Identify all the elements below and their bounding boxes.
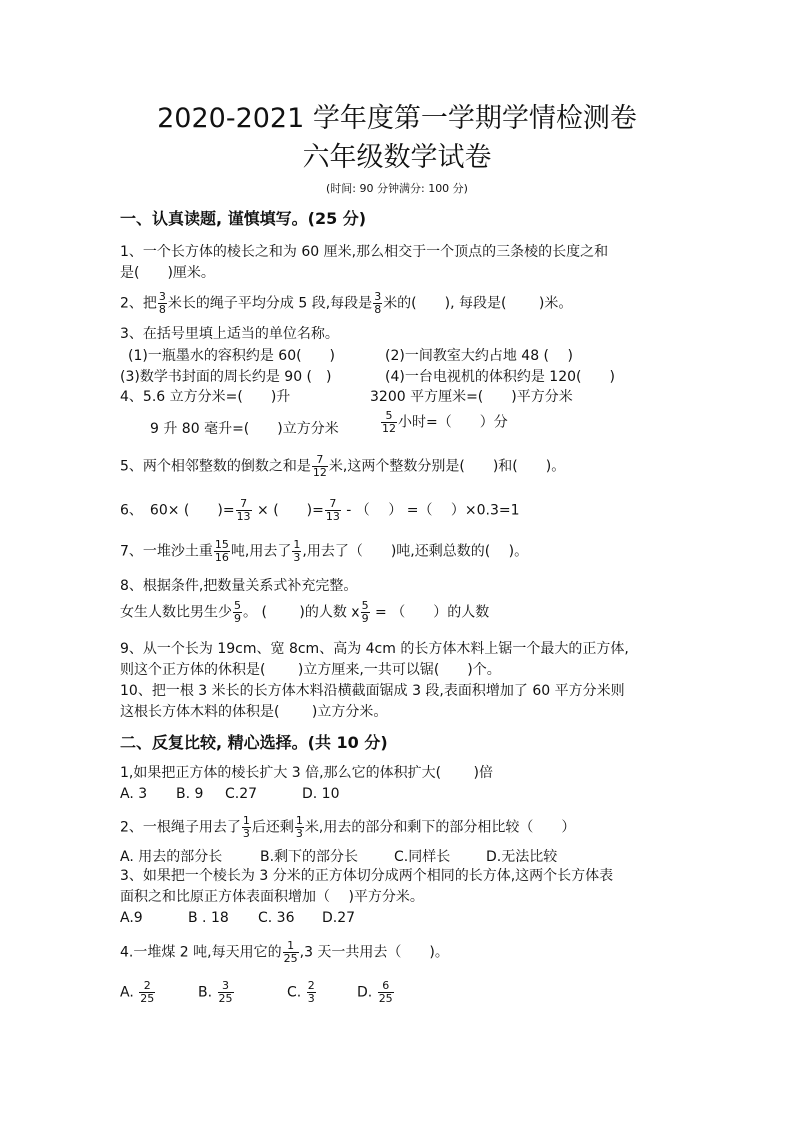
q6-text-c: - （ ） =（ ）×0.3=1 <box>341 502 520 519</box>
s2-q4-fraction <box>283 940 299 965</box>
q3-item-d: (4)一台电视机的体积约是 120( ) <box>385 369 615 385</box>
s2-q1-option-c: C.27 <box>225 786 258 802</box>
exam-subtitle: 六年级数学试卷 <box>302 142 492 173</box>
q2-text-a: 2、把 <box>120 295 157 312</box>
q7-f1-denominator: 16 <box>214 551 229 564</box>
q7-line <box>120 539 528 564</box>
q8-f1-numerator: 5 <box>234 599 241 612</box>
q3-item-a: (1)一瓶墨水的容积约是 60( ) <box>128 348 336 364</box>
s2-q2-option-d: D.无法比较 <box>486 849 558 865</box>
q5-f-denominator: 12 <box>312 466 327 479</box>
q7-fraction-2 <box>292 539 301 564</box>
exam-title: 2020-2021 学年度第一学期学情检测卷 <box>157 103 637 134</box>
s2-q4-option-b-label: B. <box>198 984 213 1001</box>
q6-f2-denominator: 13 <box>325 510 340 523</box>
q8-f2-denominator: 9 <box>361 612 369 625</box>
s2-q4-option-b-numerator: 3 <box>222 979 230 992</box>
q10-line2: 这根长方体木料的体积是( )立方分米。 <box>120 704 388 720</box>
s2-q2-f2-numerator: 1 <box>295 814 303 827</box>
s2-q4-option-b-fraction <box>218 980 234 1005</box>
q8-text-b: 。 ( )的人数 x <box>243 604 360 621</box>
s2-q3-line1: 3、如果把一个棱长为 3 分米的正方体切分成两个相同的长方体,这两个长方体表 <box>120 868 614 884</box>
s2-q4-option-b-denominator: 25 <box>218 992 233 1005</box>
q9-line2: 则这个正方体的休积是( )立方厘来,一共可以锯( )个。 <box>120 662 501 678</box>
exam-time-note: (时间: 90 分钟满分: 100 分) <box>326 182 468 195</box>
q4-item-a: 4、5.6 立方分米=( )升 <box>120 389 291 405</box>
q8-intro: 8、根据条件,把数量关系式补充完整。 <box>120 578 358 594</box>
q8-fraction-2 <box>361 600 370 625</box>
q7-f1-numerator: 15 <box>214 538 229 551</box>
s2-q2-f2-denominator: 3 <box>295 827 303 840</box>
section2-heading: 二、反复比较, 精心选择。(共 10 分) <box>120 733 388 752</box>
s2-q1-stem: 1,如果把正方体的棱长扩大 3 倍,那么它的体积扩大( )倍 <box>120 765 493 781</box>
q6-f1-denominator: 13 <box>236 510 251 523</box>
s2-q4-option-a <box>120 980 156 1005</box>
q4-f-denominator: 12 <box>382 422 396 435</box>
q2-f2-denominator: 8 <box>374 303 382 316</box>
s2-q4-text-a: 4.一堆煤 2 吨,每天用它的 <box>120 944 282 961</box>
q1-line2: 是( )厘米。 <box>120 265 215 281</box>
s2-q4-option-c-fraction <box>307 980 316 1005</box>
q2-f1-numerator: 3 <box>158 290 166 303</box>
s2-q2-text-b: 后还剩 <box>251 819 294 836</box>
s2-q3-option-d: D.27 <box>322 910 356 926</box>
q8-f2-numerator: 5 <box>361 599 369 612</box>
q5-line <box>120 454 565 479</box>
q6-text-b: × ( )= <box>252 502 324 519</box>
q5-text-a: 5、两个相邻整数的倒数之和是 <box>120 458 311 475</box>
s2-q4-option-c <box>287 980 317 1005</box>
q6-fraction-2 <box>325 498 341 523</box>
s2-q4-line <box>120 940 449 965</box>
s2-q4-option-d-fraction <box>378 980 394 1005</box>
q7-text-b: 吨,用去了 <box>230 543 292 560</box>
s2-q4-text-b: ,3 天一共用去（ )。 <box>299 944 449 961</box>
s2-q4-option-a-label: A. <box>120 984 134 1001</box>
s2-q2-option-c: C.同样长 <box>394 849 451 865</box>
s2-q4-option-c-denominator: 3 <box>307 992 315 1005</box>
q3-item-b: (2)一间教室大约占地 48 ( ) <box>385 348 573 364</box>
s2-q4-option-b <box>198 980 235 1005</box>
s2-q1-option-a: A. 3 <box>120 786 148 802</box>
s2-q1-option-b: B. 9 <box>176 786 204 802</box>
q8-text-c: = （ ）的人数 <box>370 604 490 621</box>
q7-fraction-1 <box>214 539 230 564</box>
q6-text-a: 6、 60× ( )= <box>120 502 235 519</box>
q6-f1-numerator: 7 <box>240 497 248 510</box>
s2-q4-option-a-denominator: 25 <box>140 992 155 1005</box>
q7-f2-numerator: 1 <box>293 538 301 551</box>
q7-f2-denominator: 3 <box>293 551 301 564</box>
q4-f-numerator: 5 <box>385 409 393 422</box>
s2-q2-option-b: B.剩下的部分长 <box>260 849 359 865</box>
q8-line <box>120 600 489 625</box>
s2-q2-line <box>120 815 575 840</box>
q8-f1-denominator: 9 <box>234 612 241 625</box>
q2-text-b: 米长的绳子平均分成 5 段,每段是 <box>167 295 373 312</box>
q2-f2-numerator: 3 <box>374 290 382 303</box>
q8-text-a: 女生人数比男生少 <box>120 604 232 621</box>
s2-q3-option-c: C. 36 <box>258 910 295 926</box>
s2-q4-option-a-fraction <box>139 980 155 1005</box>
q10-line1: 10、把一根 3 米长的长方体木料沿横截面锯成 3 段,表面积增加了 60 平方分米则 <box>120 683 625 699</box>
q7-text-a: 7、一堆沙土重 <box>120 543 213 560</box>
s2-q4-option-d-denominator: 25 <box>378 992 393 1005</box>
s2-q4-f-denominator: 25 <box>283 952 298 965</box>
q4-text-d: 小时=（ ）分 <box>398 414 508 431</box>
s2-q3-line2: 面积之和比原正方体表面积增加（ )平方分米。 <box>120 889 424 905</box>
q7-text-c: ,用去了（ )吨,还剩总数的( )。 <box>302 543 529 560</box>
q6-f2-numerator: 7 <box>329 497 337 510</box>
q2-line <box>120 291 572 316</box>
s2-q1-option-d: D. 10 <box>302 786 340 802</box>
q9-line1: 9、从一个长为 19cm、宽 8cm、高为 4cm 的长方体木料上锯一个最大的正方体, <box>120 641 629 657</box>
q3-intro: 3、在括号里填上适当的单位名称。 <box>120 326 339 342</box>
s2-q4-option-c-label: C. <box>287 984 302 1001</box>
q4-fraction <box>381 410 397 435</box>
s2-q2-f1-numerator: 1 <box>242 814 250 827</box>
s2-q2-fraction-2 <box>295 815 304 840</box>
q2-fraction-2 <box>373 291 382 316</box>
q8-fraction-1 <box>233 600 242 625</box>
q6-fraction-1 <box>236 498 252 523</box>
s2-q3-option-a: A.9 <box>120 910 143 926</box>
q3-item-c: (3)数学书封面的周长约是 90 ( ) <box>120 369 332 385</box>
s2-q2-option-a: A. 用去的部分长 <box>120 849 223 865</box>
q5-f-numerator: 7 <box>316 453 324 466</box>
s2-q2-text-a: 2、一根绳子用去了 <box>120 819 241 836</box>
q5-fraction <box>312 454 328 479</box>
s2-q4-option-a-numerator: 2 <box>143 979 151 992</box>
s2-q4-option-d <box>357 980 395 1005</box>
q2-fraction-1 <box>158 291 167 316</box>
q5-text-b: 米,这两个整数分别是( )和( )。 <box>328 458 566 475</box>
s2-q2-f1-denominator: 3 <box>242 827 250 840</box>
q2-text-c: 米的( ), 每段是( )米。 <box>383 295 573 312</box>
s2-q4-f-numerator: 1 <box>287 939 295 952</box>
q4-item-d <box>380 410 508 435</box>
q2-f1-denominator: 8 <box>158 303 166 316</box>
q6-line <box>120 498 520 523</box>
s2-q2-text-c: 米,用去的部分和剩下的部分相比较（ ） <box>304 819 576 836</box>
s2-q2-fraction-1 <box>242 815 251 840</box>
s2-q4-option-c-numerator: 2 <box>307 979 315 992</box>
q4-item-b: 3200 平方厘米=( )平方分米 <box>370 389 573 405</box>
q1-line1: 1、一个长方体的棱长之和为 60 厘米,那么相交于一个顶点的三条棱的长度之和 <box>120 244 609 260</box>
s2-q4-option-d-label: D. <box>357 984 373 1001</box>
q4-item-c: 9 升 80 毫升=( )立方分米 <box>150 421 339 437</box>
s2-q3-option-b: B . 18 <box>188 910 229 926</box>
s2-q4-option-d-numerator: 6 <box>382 979 390 992</box>
section1-heading: 一、认真读题, 谨慎填写。(25 分) <box>120 209 367 228</box>
